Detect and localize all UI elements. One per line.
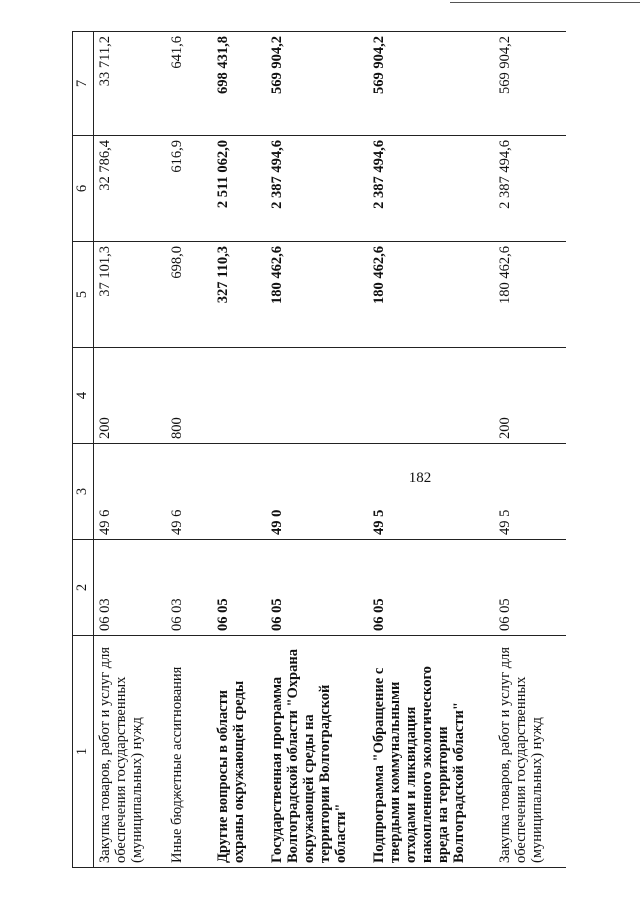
- table-row: [368, 32, 494, 868]
- amount-col5: 180 462,6: [368, 242, 494, 348]
- table-row: [212, 32, 266, 868]
- section-code: 06 05: [266, 540, 368, 636]
- table-row: [266, 32, 368, 868]
- program-code: [212, 444, 266, 540]
- amount-col7: 569 904,2: [266, 32, 368, 136]
- budget-table: [72, 31, 566, 868]
- expense-type-code: [212, 348, 266, 444]
- expense-type-code: 200: [94, 348, 167, 444]
- column-header: 6: [73, 136, 94, 242]
- amount-col7: 698 431,8: [212, 32, 266, 136]
- table-row: [166, 32, 212, 868]
- expense-type-code: [266, 348, 368, 444]
- amount-col7: 569 904,2: [494, 32, 566, 136]
- amount-col6: 616,9: [166, 136, 212, 242]
- row-name: Подпрограмма "Обращение с твердыми коммунальными отходами и ликвидация накопленного экологического вреда на территории Волгоградской области": [368, 636, 494, 868]
- amount-col7: 641,6: [166, 32, 212, 136]
- column-header: 2: [73, 540, 94, 636]
- program-code: 49 0: [266, 444, 368, 540]
- amount-col5: 180 462,6: [266, 242, 368, 348]
- program-code: 49 6: [94, 444, 167, 540]
- table-row: [94, 32, 167, 868]
- section-code: 06 05: [212, 540, 266, 636]
- section-code: 06 03: [166, 540, 212, 636]
- column-header: 1: [73, 636, 94, 868]
- section-code: 06 03: [94, 540, 167, 636]
- section-code: 06 05: [494, 540, 566, 636]
- row-name: Закупка товаров, работ и услуг для обеспечения государственных (муниципальных) нужд: [494, 636, 566, 868]
- table-header-row: [73, 32, 94, 868]
- amount-col6: 2 511 062,0: [212, 136, 266, 242]
- expense-type-code: 800: [166, 348, 212, 444]
- row-name: Государственная программа Волгоградской области "Охрана окружающей среды на территории Волгоградской области": [266, 636, 368, 868]
- column-header: 3: [73, 444, 94, 540]
- column-header: 7: [73, 32, 94, 136]
- amount-col7: 33 711,2: [94, 32, 167, 136]
- program-code: 49 6: [166, 444, 212, 540]
- amount-col6: 2 387 494,6: [368, 136, 494, 242]
- row-name: Закупка товаров, работ и услуг для обеспечения государственных (муниципальных) нужд: [94, 636, 167, 868]
- header-rule: [450, 2, 640, 3]
- program-code: 49 5: [368, 444, 494, 540]
- table-row: [494, 32, 566, 868]
- amount-col5: 327 110,3: [212, 242, 266, 348]
- amount-col5: 180 462,6: [494, 242, 566, 348]
- column-header: 4: [73, 348, 94, 444]
- program-code: 49 5: [494, 444, 566, 540]
- page-number: 182: [408, 470, 432, 486]
- rotated-table-container: [72, 32, 568, 868]
- expense-type-code: [368, 348, 494, 444]
- amount-col6: 2 387 494,6: [266, 136, 368, 242]
- expense-type-code: 200: [494, 348, 566, 444]
- amount-col5: 698,0: [166, 242, 212, 348]
- row-name: Другие вопросы в области охраны окружающей среды: [212, 636, 266, 868]
- column-header: 5: [73, 242, 94, 348]
- amount-col6: 32 786,4: [94, 136, 167, 242]
- amount-col7: 569 904,2: [368, 32, 494, 136]
- row-name: Иные бюджетные ассигнования: [166, 636, 212, 868]
- amount-col6: 2 387 494,6: [494, 136, 566, 242]
- amount-col5: 37 101,3: [94, 242, 167, 348]
- section-code: 06 05: [368, 540, 494, 636]
